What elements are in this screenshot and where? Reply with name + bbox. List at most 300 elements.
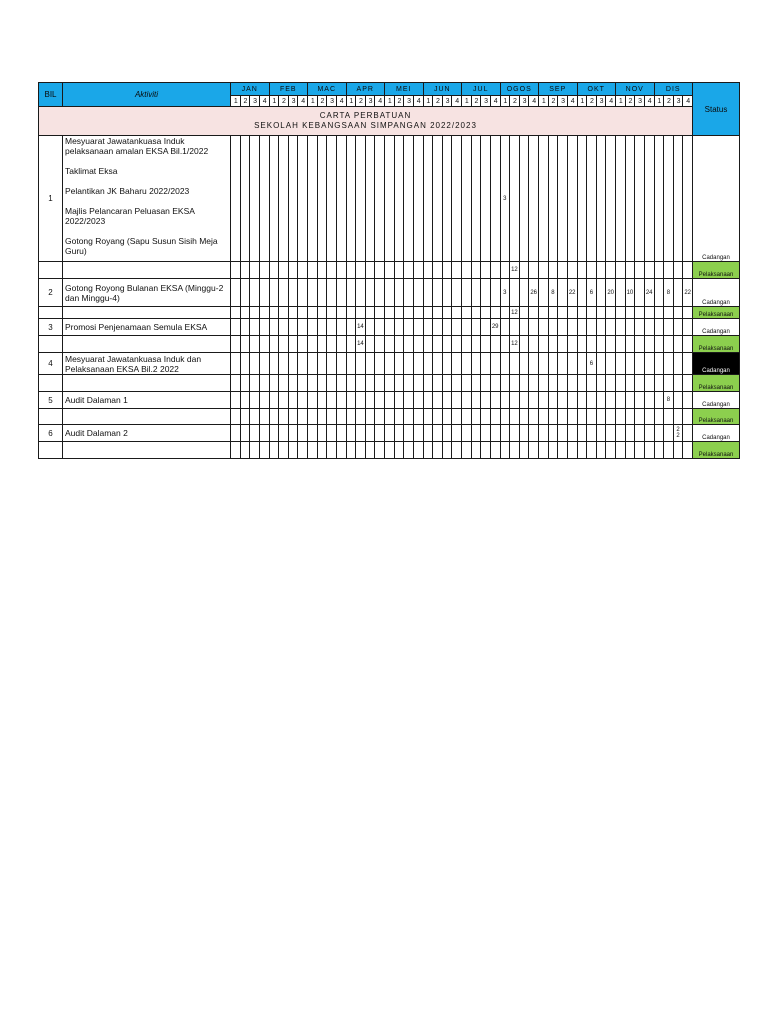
week-cell (413, 136, 423, 262)
week-cell (596, 279, 606, 307)
week-cell (356, 353, 366, 375)
week-cell (433, 425, 443, 442)
week-cell (606, 319, 616, 336)
week-cell (606, 409, 616, 425)
week-cell (519, 409, 529, 425)
week-cell (644, 319, 654, 336)
week-cell (452, 262, 462, 279)
week-cell (558, 319, 568, 336)
week-cell (308, 262, 318, 279)
week-cell (548, 425, 558, 442)
week-cell (548, 319, 558, 336)
week-cell (327, 392, 337, 409)
week-cell (327, 336, 337, 353)
week-cell (548, 409, 558, 425)
week-cell (548, 136, 558, 262)
week-cell (356, 262, 366, 279)
week-cell (548, 442, 558, 459)
week-cell (288, 409, 298, 425)
week-cell (269, 442, 279, 459)
week-cell (433, 262, 443, 279)
week-cell (673, 262, 683, 279)
week-cell (442, 136, 452, 262)
month-header: JAN (231, 83, 270, 96)
week-cell (519, 262, 529, 279)
week-cell (385, 375, 395, 392)
date-mark: 22 (567, 279, 577, 307)
week-cell (654, 353, 664, 375)
week-cell (664, 442, 674, 459)
week-cell (298, 319, 308, 336)
empty-cell (39, 409, 63, 425)
week-cell (269, 319, 279, 336)
week-cell (288, 307, 298, 319)
activity-description (63, 319, 231, 336)
week-cell (539, 425, 549, 442)
week-cell (577, 353, 587, 375)
week-number: 1 (654, 96, 664, 107)
week-cell (240, 336, 250, 353)
week-cell (433, 375, 443, 392)
date-mark: 2 2 (673, 425, 683, 442)
status-pelaksanaan: Pelaksanaan (693, 336, 740, 353)
activity-description (63, 279, 231, 307)
week-cell (635, 442, 645, 459)
week-cell (298, 442, 308, 459)
week-cell (288, 425, 298, 442)
week-cell (616, 279, 626, 307)
week-cell (394, 136, 404, 262)
week-cell (240, 262, 250, 279)
week-cell (654, 425, 664, 442)
week-cell (250, 136, 260, 262)
week-cell (644, 442, 654, 459)
week-number: 2 (625, 96, 635, 107)
week-cell (548, 392, 558, 409)
week-number: 3 (288, 96, 298, 107)
week-cell (433, 409, 443, 425)
week-cell (654, 279, 664, 307)
week-cell (490, 425, 500, 442)
week-cell (385, 307, 395, 319)
week-cell (644, 136, 654, 262)
week-cell (346, 136, 356, 262)
week-cell (327, 409, 337, 425)
week-number: 3 (635, 96, 645, 107)
week-cell (298, 279, 308, 307)
week-number: 4 (452, 96, 462, 107)
week-cell (317, 336, 327, 353)
week-cell (654, 409, 664, 425)
week-cell (423, 307, 433, 319)
week-cell (567, 353, 577, 375)
week-cell (673, 353, 683, 375)
week-cell (433, 279, 443, 307)
week-cell (683, 425, 693, 442)
week-cell (683, 262, 693, 279)
week-cell (596, 375, 606, 392)
week-number: 1 (231, 96, 241, 107)
week-cell (683, 319, 693, 336)
week-cell (279, 336, 289, 353)
status-cadangan: Cadangan (693, 392, 740, 409)
week-cell (250, 425, 260, 442)
week-cell (673, 409, 683, 425)
week-cell (577, 336, 587, 353)
week-cell (336, 442, 346, 459)
activity-row (39, 136, 740, 262)
week-cell (413, 262, 423, 279)
week-cell (462, 336, 472, 353)
week-number: 1 (539, 96, 549, 107)
week-cell (577, 409, 587, 425)
week-cell (673, 442, 683, 459)
week-cell (673, 319, 683, 336)
week-cell (529, 392, 539, 409)
week-cell (683, 409, 693, 425)
week-cell (452, 375, 462, 392)
week-cell (259, 262, 269, 279)
bil-header: BIL (39, 83, 63, 107)
week-cell (317, 279, 327, 307)
week-cell (625, 136, 635, 262)
week-cell (539, 307, 549, 319)
week-cell (481, 375, 491, 392)
week-cell (269, 392, 279, 409)
week-cell (259, 425, 269, 442)
week-cell (433, 319, 443, 336)
week-cell (510, 392, 520, 409)
week-number: 1 (385, 96, 395, 107)
week-cell (336, 353, 346, 375)
month-header: OKT (577, 83, 616, 96)
week-cell (375, 307, 385, 319)
week-cell (346, 319, 356, 336)
week-cell (231, 262, 241, 279)
week-cell (635, 375, 645, 392)
week-cell (375, 136, 385, 262)
week-cell (317, 375, 327, 392)
week-cell (500, 262, 510, 279)
week-cell (269, 279, 279, 307)
week-cell (577, 319, 587, 336)
status-pelaksanaan: Pelaksanaan (693, 262, 740, 279)
week-cell (375, 262, 385, 279)
week-cell (596, 336, 606, 353)
week-cell (625, 442, 635, 459)
week-cell (577, 136, 587, 262)
week-number: 3 (673, 96, 683, 107)
week-cell (654, 136, 664, 262)
week-number: 3 (250, 96, 260, 107)
week-cell (394, 279, 404, 307)
week-cell (616, 336, 626, 353)
week-cell (644, 375, 654, 392)
week-number: 1 (269, 96, 279, 107)
week-cell (375, 425, 385, 442)
week-cell (308, 375, 318, 392)
week-cell (327, 279, 337, 307)
week-cell (452, 442, 462, 459)
week-cell (567, 319, 577, 336)
month-header: MAC (308, 83, 347, 96)
status-pelaksanaan: Pelaksanaan (693, 375, 740, 392)
week-cell (240, 319, 250, 336)
week-cell (356, 136, 366, 262)
week-cell (500, 375, 510, 392)
week-cell (327, 319, 337, 336)
week-cell (288, 442, 298, 459)
date-mark: 8 (548, 279, 558, 307)
date-mark: 29 (490, 319, 500, 336)
week-cell (616, 392, 626, 409)
week-cell (250, 442, 260, 459)
week-cell (587, 425, 597, 442)
week-cell (519, 319, 529, 336)
implementation-row (39, 336, 740, 353)
week-cell (558, 136, 568, 262)
week-cell (654, 375, 664, 392)
week-cell (375, 353, 385, 375)
week-cell (625, 353, 635, 375)
week-cell (394, 336, 404, 353)
week-cell (336, 136, 346, 262)
week-cell (616, 425, 626, 442)
week-cell (298, 353, 308, 375)
week-cell (471, 353, 481, 375)
week-cell (529, 262, 539, 279)
week-cell (442, 442, 452, 459)
week-number: 1 (423, 96, 433, 107)
week-cell (500, 409, 510, 425)
week-cell (346, 262, 356, 279)
date-mark: 20 (606, 279, 616, 307)
week-cell (336, 279, 346, 307)
week-cell (259, 353, 269, 375)
week-cell (413, 425, 423, 442)
activity-chart-table (38, 82, 740, 459)
activity-description (63, 392, 231, 409)
week-cell (558, 392, 568, 409)
week-cell (298, 336, 308, 353)
week-cell (596, 425, 606, 442)
empty-cell (39, 336, 63, 353)
week-cell (433, 136, 443, 262)
week-cell (683, 375, 693, 392)
week-number: 3 (327, 96, 337, 107)
date-mark: 14 (356, 336, 366, 353)
week-number: 4 (606, 96, 616, 107)
week-cell (481, 262, 491, 279)
week-cell (616, 319, 626, 336)
week-cell (500, 392, 510, 409)
empty-cell (63, 307, 231, 319)
week-cell (635, 336, 645, 353)
week-number: 2 (394, 96, 404, 107)
week-cell (404, 279, 414, 307)
week-cell (644, 409, 654, 425)
activity-row (39, 392, 740, 409)
week-number: 4 (336, 96, 346, 107)
week-cell (413, 375, 423, 392)
week-cell (510, 442, 520, 459)
week-number: 4 (529, 96, 539, 107)
week-cell (539, 392, 549, 409)
aktiviti-header: Aktiviti (63, 83, 231, 107)
bil-number: 2 (39, 279, 63, 307)
week-cell (327, 262, 337, 279)
activity-line: Majlis Pelancaran Peluasan EKSA 2022/2023 (65, 206, 195, 226)
week-cell (558, 307, 568, 319)
date-mark: 12 (510, 262, 520, 279)
week-cell (596, 353, 606, 375)
implementation-row (39, 442, 740, 459)
week-cell (616, 375, 626, 392)
week-cell (413, 392, 423, 409)
week-cell (481, 353, 491, 375)
week-cell (462, 375, 472, 392)
week-cell (664, 409, 674, 425)
week-number: 3 (365, 96, 375, 107)
week-cell (462, 262, 472, 279)
week-cell (529, 319, 539, 336)
chart-title (39, 107, 693, 136)
week-cell (288, 136, 298, 262)
week-cell (346, 392, 356, 409)
week-cell (336, 307, 346, 319)
week-cell (442, 336, 452, 353)
week-cell (240, 442, 250, 459)
week-cell (413, 319, 423, 336)
week-cell (587, 375, 597, 392)
date-mark: 6 (587, 279, 597, 307)
week-cell (279, 279, 289, 307)
week-cell (539, 136, 549, 262)
week-cell (625, 319, 635, 336)
week-cell (394, 375, 404, 392)
week-cell (500, 442, 510, 459)
week-cell (606, 307, 616, 319)
week-cell (240, 307, 250, 319)
implementation-row (39, 307, 740, 319)
week-cell (365, 307, 375, 319)
date-mark: 26 (529, 279, 539, 307)
date-mark: 3 (500, 136, 510, 262)
week-cell (664, 336, 674, 353)
week-cell (346, 442, 356, 459)
week-cell (288, 336, 298, 353)
week-cell (423, 375, 433, 392)
week-cell (616, 442, 626, 459)
week-cell (452, 425, 462, 442)
week-cell (269, 375, 279, 392)
week-cell (683, 336, 693, 353)
week-cell (442, 375, 452, 392)
week-cell (596, 307, 606, 319)
week-cell (567, 262, 577, 279)
week-cell (365, 336, 375, 353)
week-cell (308, 336, 318, 353)
week-cell (327, 307, 337, 319)
week-cell (365, 425, 375, 442)
week-cell (394, 425, 404, 442)
week-cell (279, 262, 289, 279)
week-cell (567, 375, 577, 392)
week-cell (240, 409, 250, 425)
week-number: 4 (490, 96, 500, 107)
week-cell (423, 279, 433, 307)
date-mark: 8 (664, 392, 674, 409)
week-cell (413, 279, 423, 307)
week-cell (413, 353, 423, 375)
week-number: 3 (481, 96, 491, 107)
week-cell (336, 409, 346, 425)
week-cell (423, 319, 433, 336)
week-cell (529, 336, 539, 353)
week-number: 2 (433, 96, 443, 107)
week-cell (356, 442, 366, 459)
date-mark: 12 (510, 307, 520, 319)
week-cell (471, 392, 481, 409)
week-number: 2 (587, 96, 597, 107)
week-cell (327, 425, 337, 442)
activity-line: Audit Dalaman 2 (65, 428, 128, 438)
week-cell (269, 409, 279, 425)
title-line-2: SEKOLAH KEBANGSAAN SIMPANGAN 2022/2023 (254, 121, 477, 130)
week-cell (481, 392, 491, 409)
week-cell (567, 136, 577, 262)
week-cell (606, 425, 616, 442)
week-cell (519, 442, 529, 459)
week-cell (231, 442, 241, 459)
week-cell (404, 336, 414, 353)
week-cell (471, 336, 481, 353)
week-cell (317, 392, 327, 409)
week-cell (385, 319, 395, 336)
week-cell (365, 409, 375, 425)
activity-line: Audit Dalaman 1 (65, 395, 128, 405)
week-cell (442, 353, 452, 375)
week-cell (481, 409, 491, 425)
week-cell (519, 353, 529, 375)
week-cell (462, 425, 472, 442)
week-cell (279, 136, 289, 262)
week-cell (423, 353, 433, 375)
week-cell (625, 392, 635, 409)
week-cell (269, 336, 279, 353)
week-cell (240, 392, 250, 409)
week-cell (548, 262, 558, 279)
week-cell (606, 442, 616, 459)
bil-number: 6 (39, 425, 63, 442)
week-cell (288, 262, 298, 279)
week-cell (510, 409, 520, 425)
week-cell (567, 442, 577, 459)
week-cell (558, 336, 568, 353)
week-cell (664, 136, 674, 262)
week-cell (471, 375, 481, 392)
week-cell (539, 262, 549, 279)
week-cell (587, 336, 597, 353)
week-cell (404, 442, 414, 459)
week-cell (490, 353, 500, 375)
week-cell (490, 307, 500, 319)
status-pelaksanaan: Pelaksanaan (693, 442, 740, 459)
activity-description (63, 425, 231, 442)
week-cell (250, 336, 260, 353)
week-cell (231, 375, 241, 392)
week-cell (529, 307, 539, 319)
